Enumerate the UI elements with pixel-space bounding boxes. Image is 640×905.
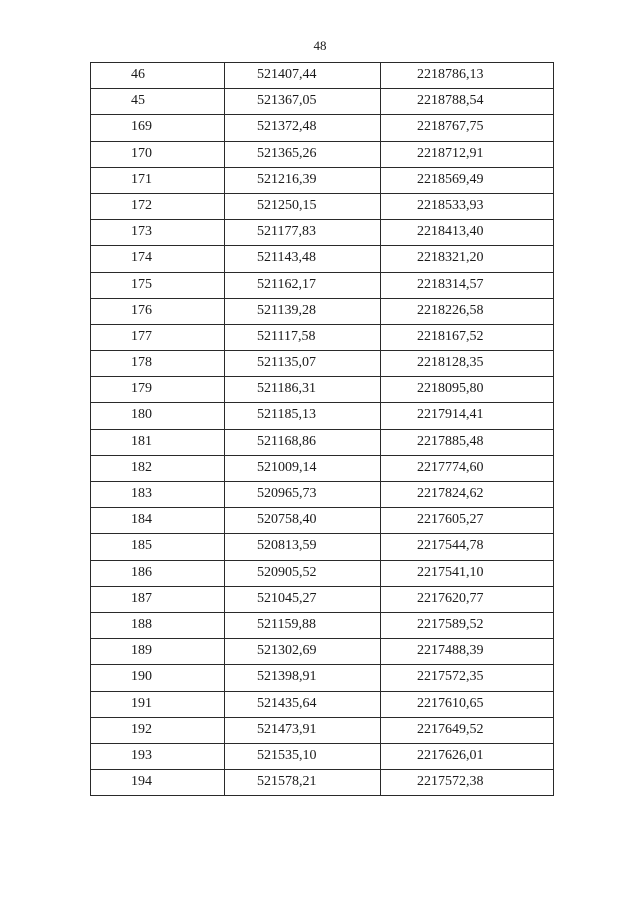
y-coordinate-cell: 2217626,01 bbox=[381, 743, 554, 769]
table-row bbox=[91, 167, 554, 193]
y-coordinate-cell: 2217572,38 bbox=[381, 770, 554, 796]
point-number-cell: 171 bbox=[91, 167, 225, 193]
x-coordinate-cell: 521250,15 bbox=[225, 193, 381, 219]
point-number-cell: 189 bbox=[91, 639, 225, 665]
x-coordinate-cell: 521177,83 bbox=[225, 220, 381, 246]
x-coordinate-cell: 521578,21 bbox=[225, 770, 381, 796]
table-row bbox=[91, 89, 554, 115]
x-coordinate-cell: 521435,64 bbox=[225, 691, 381, 717]
point-number-cell: 177 bbox=[91, 324, 225, 350]
y-coordinate-cell: 2217544,78 bbox=[381, 534, 554, 560]
x-coordinate-cell: 521302,69 bbox=[225, 639, 381, 665]
table-row bbox=[91, 351, 554, 377]
y-coordinate-cell: 2218413,40 bbox=[381, 220, 554, 246]
table-row bbox=[91, 377, 554, 403]
table-row bbox=[91, 141, 554, 167]
table-row bbox=[91, 193, 554, 219]
table-row bbox=[91, 246, 554, 272]
x-coordinate-cell: 520758,40 bbox=[225, 508, 381, 534]
x-coordinate-cell: 521009,14 bbox=[225, 455, 381, 481]
table-row bbox=[91, 298, 554, 324]
y-coordinate-cell: 2217774,60 bbox=[381, 455, 554, 481]
table-row bbox=[91, 612, 554, 638]
y-coordinate-cell: 2218314,57 bbox=[381, 272, 554, 298]
x-coordinate-cell: 521535,10 bbox=[225, 743, 381, 769]
point-number-cell: 178 bbox=[91, 351, 225, 377]
x-coordinate-cell: 521473,91 bbox=[225, 717, 381, 743]
x-coordinate-cell: 521045,27 bbox=[225, 586, 381, 612]
table-row bbox=[91, 743, 554, 769]
x-coordinate-cell: 520813,59 bbox=[225, 534, 381, 560]
x-coordinate-cell: 521135,07 bbox=[225, 351, 381, 377]
y-coordinate-cell: 2217488,39 bbox=[381, 639, 554, 665]
y-coordinate-cell: 2218167,52 bbox=[381, 324, 554, 350]
table-row bbox=[91, 691, 554, 717]
point-number-cell: 169 bbox=[91, 115, 225, 141]
y-coordinate-cell: 2217605,27 bbox=[381, 508, 554, 534]
coordinates-table bbox=[90, 62, 554, 796]
x-coordinate-cell: 521367,05 bbox=[225, 89, 381, 115]
y-coordinate-cell: 2217649,52 bbox=[381, 717, 554, 743]
page-number: 48 bbox=[313, 38, 327, 53]
point-number-cell: 46 bbox=[91, 63, 225, 89]
y-coordinate-cell: 2218533,93 bbox=[381, 193, 554, 219]
x-coordinate-cell: 521372,48 bbox=[225, 115, 381, 141]
table-row bbox=[91, 534, 554, 560]
y-coordinate-cell: 2217589,52 bbox=[381, 612, 554, 638]
point-number-cell: 181 bbox=[91, 429, 225, 455]
x-coordinate-cell: 521216,39 bbox=[225, 167, 381, 193]
y-coordinate-cell: 2218095,80 bbox=[381, 377, 554, 403]
y-coordinate-cell: 2217620,77 bbox=[381, 586, 554, 612]
point-number-cell: 172 bbox=[91, 193, 225, 219]
x-coordinate-cell: 521186,31 bbox=[225, 377, 381, 403]
table-row bbox=[91, 403, 554, 429]
x-coordinate-cell: 521398,91 bbox=[225, 665, 381, 691]
table-row bbox=[91, 272, 554, 298]
table-row bbox=[91, 717, 554, 743]
table-row bbox=[91, 63, 554, 89]
point-number-cell: 176 bbox=[91, 298, 225, 324]
coordinates-table-body bbox=[91, 63, 554, 796]
point-number-cell: 173 bbox=[91, 220, 225, 246]
x-coordinate-cell: 521159,88 bbox=[225, 612, 381, 638]
x-coordinate-cell: 520965,73 bbox=[225, 482, 381, 508]
point-number-cell: 182 bbox=[91, 455, 225, 481]
y-coordinate-cell: 2217914,41 bbox=[381, 403, 554, 429]
point-number-cell: 179 bbox=[91, 377, 225, 403]
table-row bbox=[91, 482, 554, 508]
point-number-cell: 174 bbox=[91, 246, 225, 272]
x-coordinate-cell: 521168,86 bbox=[225, 429, 381, 455]
y-coordinate-cell: 2218569,49 bbox=[381, 167, 554, 193]
x-coordinate-cell: 521185,13 bbox=[225, 403, 381, 429]
table-row bbox=[91, 508, 554, 534]
x-coordinate-cell: 520905,52 bbox=[225, 560, 381, 586]
table-row bbox=[91, 429, 554, 455]
y-coordinate-cell: 2217885,48 bbox=[381, 429, 554, 455]
y-coordinate-cell: 2218786,13 bbox=[381, 63, 554, 89]
point-number-cell: 191 bbox=[91, 691, 225, 717]
x-coordinate-cell: 521365,26 bbox=[225, 141, 381, 167]
table-row bbox=[91, 115, 554, 141]
table-row bbox=[91, 324, 554, 350]
point-number-cell: 194 bbox=[91, 770, 225, 796]
table-row bbox=[91, 220, 554, 246]
point-number-cell: 188 bbox=[91, 612, 225, 638]
y-coordinate-cell: 2218321,20 bbox=[381, 246, 554, 272]
x-coordinate-cell: 521139,28 bbox=[225, 298, 381, 324]
point-number-cell: 170 bbox=[91, 141, 225, 167]
point-number-cell: 193 bbox=[91, 743, 225, 769]
table-row bbox=[91, 639, 554, 665]
y-coordinate-cell: 2217572,35 bbox=[381, 665, 554, 691]
y-coordinate-cell: 2218712,91 bbox=[381, 141, 554, 167]
y-coordinate-cell: 2218788,54 bbox=[381, 89, 554, 115]
x-coordinate-cell: 521117,58 bbox=[225, 324, 381, 350]
y-coordinate-cell: 2218128,35 bbox=[381, 351, 554, 377]
x-coordinate-cell: 521407,44 bbox=[225, 63, 381, 89]
point-number-cell: 183 bbox=[91, 482, 225, 508]
table-row bbox=[91, 586, 554, 612]
table-row bbox=[91, 665, 554, 691]
y-coordinate-cell: 2217824,62 bbox=[381, 482, 554, 508]
point-number-cell: 175 bbox=[91, 272, 225, 298]
point-number-cell: 190 bbox=[91, 665, 225, 691]
table-row bbox=[91, 560, 554, 586]
point-number-cell: 184 bbox=[91, 508, 225, 534]
point-number-cell: 180 bbox=[91, 403, 225, 429]
point-number-cell: 192 bbox=[91, 717, 225, 743]
y-coordinate-cell: 2217610,65 bbox=[381, 691, 554, 717]
y-coordinate-cell: 2218767,75 bbox=[381, 115, 554, 141]
point-number-cell: 45 bbox=[91, 89, 225, 115]
x-coordinate-cell: 521143,48 bbox=[225, 246, 381, 272]
table-row bbox=[91, 770, 554, 796]
point-number-cell: 187 bbox=[91, 586, 225, 612]
point-number-cell: 186 bbox=[91, 560, 225, 586]
y-coordinate-cell: 2218226,58 bbox=[381, 298, 554, 324]
y-coordinate-cell: 2217541,10 bbox=[381, 560, 554, 586]
x-coordinate-cell: 521162,17 bbox=[225, 272, 381, 298]
table-row bbox=[91, 455, 554, 481]
point-number-cell: 185 bbox=[91, 534, 225, 560]
